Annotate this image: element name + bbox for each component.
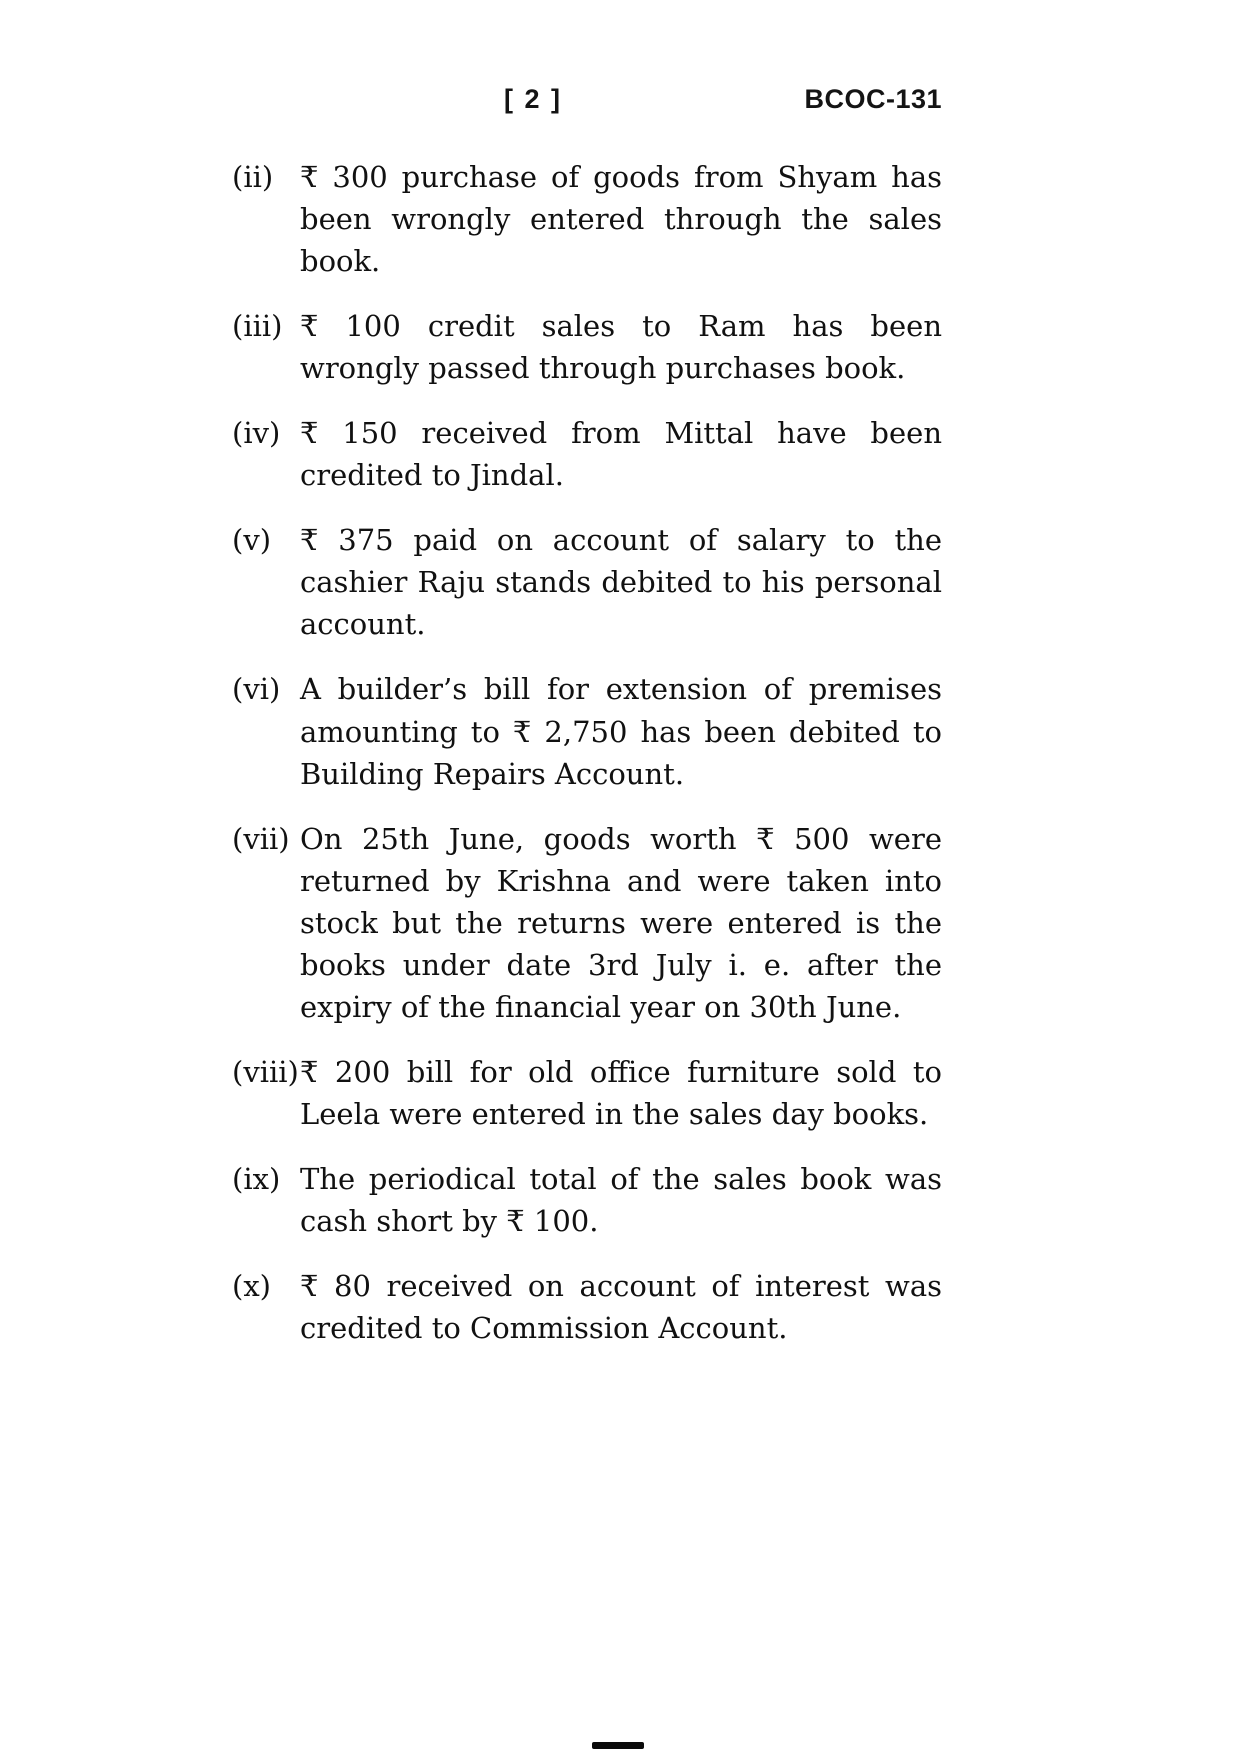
item-label: (iv) (232, 416, 281, 451)
list-item (232, 1158, 942, 1242)
question-list (232, 156, 942, 1349)
list-item (232, 1051, 942, 1135)
item-label: (ii) (232, 160, 274, 194)
item-text: A builder’s bill for extension of premises amounting to ₹ 2,750 has been debited to Building Repairs Account. (300, 672, 942, 791)
item-text: ₹ 80 received on account of interest was credited to Commission Account. (300, 1269, 942, 1346)
list-item (232, 305, 942, 389)
item-label: (ix) (232, 1161, 281, 1196)
item-text: ₹ 300 purchase of goods from Shyam has been wrongly entered through the sales book. (300, 160, 942, 279)
item-label: (x) (232, 1269, 271, 1304)
item-label: (viii) (232, 1054, 299, 1089)
item-label: (vi) (232, 672, 281, 707)
item-text: ₹ 150 received from Mittal have been credited to Jindal. (300, 416, 942, 493)
list-item (232, 818, 942, 1028)
item-text: The periodical total of the sales book was cash short by ₹ 100. (300, 1161, 942, 1238)
item-text: On 25th June, goods worth ₹ 500 were returned by Krishna and were taken into stock but the returns were entered is the books under date 3rd July i. e. after the expiry of the financial year on 30th June. (300, 821, 942, 1024)
page-bottom-mark (592, 1742, 644, 1749)
list-item (232, 412, 942, 496)
list-item (232, 1265, 942, 1349)
page-number: [ 2 ] (504, 84, 563, 114)
list-item (232, 156, 942, 282)
content-column (232, 84, 942, 1349)
item-label: (vii) (232, 821, 290, 856)
item-text: ₹ 100 credit sales to Ram has been wrongly passed through purchases book. (300, 309, 942, 386)
item-text: ₹ 375 paid on account of salary to the cashier Raju stands debited to his personal account. (300, 523, 942, 642)
item-label: (iii) (232, 309, 283, 344)
item-text: ₹ 200 bill for old office furniture sold to Leela were entered in the sales day books. (300, 1054, 942, 1131)
list-item (232, 519, 942, 645)
course-code: BCOC-131 (804, 84, 942, 114)
list-item (232, 668, 942, 794)
item-label: (v) (232, 523, 272, 558)
page-header (232, 84, 942, 118)
